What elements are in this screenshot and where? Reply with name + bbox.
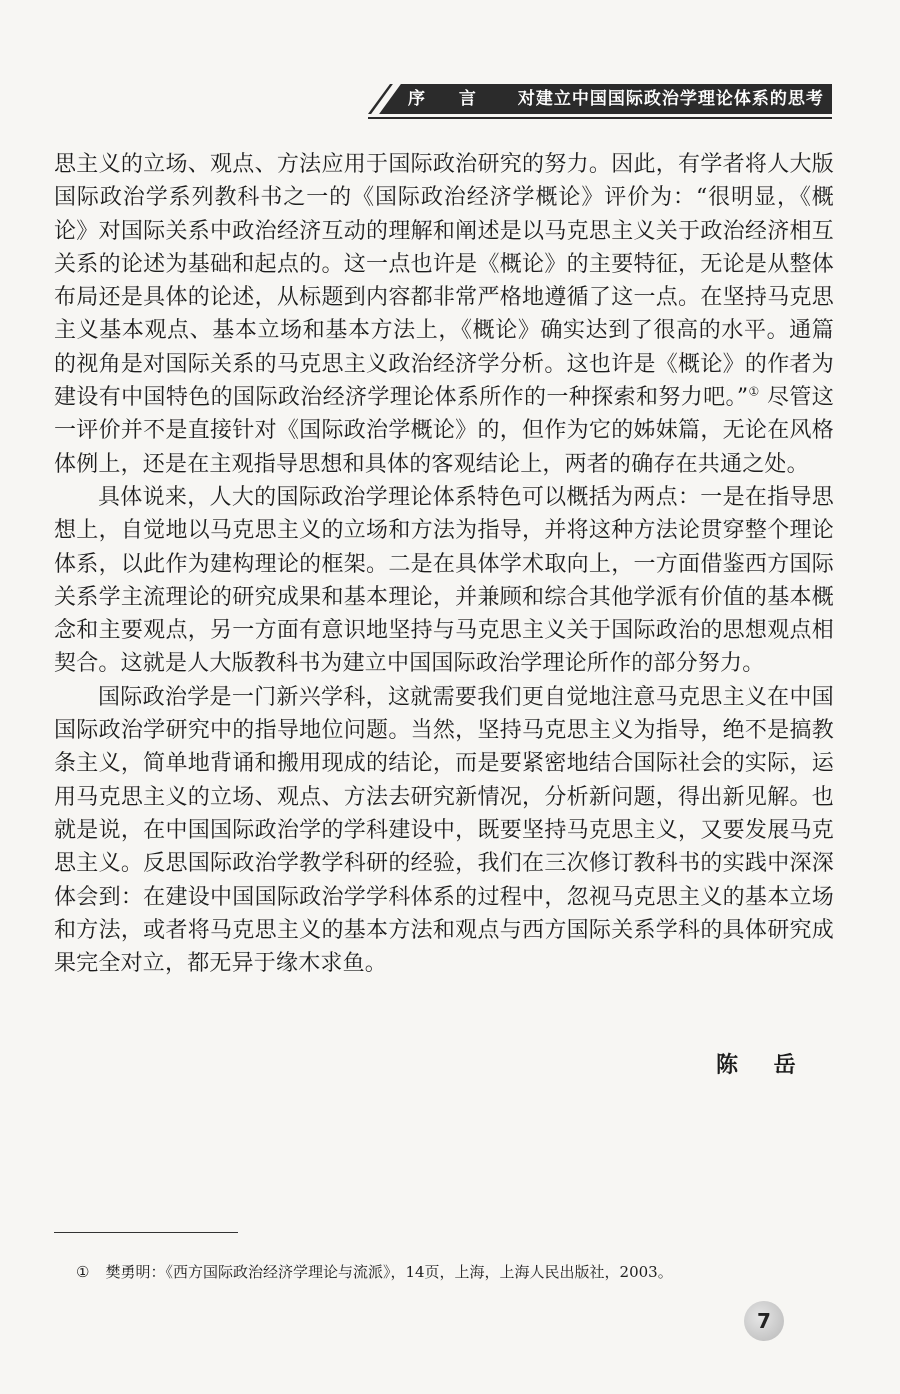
paragraph-1 <box>54 148 834 481</box>
paragraph-1-text: 思主义的立场、观点、方法应用于国际政治研究的努力。因此，有学者将人大版国际政治学系列教科书之一的《国际政治经济学概论》评价为：“很明显，《概论》对国际关系中政治经济互动的理解和阐述是以马克思主义关于政治经济相互关系的论述为基础和起点的。这一点也许是《概论》的主要特征，无论是从整体布局还是具体的论述，从标题到内容都非常严格地遵循了这一点。在坚持马克思主义基本观点、基本立场和基本方法上，《概论》确实达到了很高的水平。通篇的视角是对国际关系的马克思主义政治经济学分析。这也许是《概论》的作者为建设有中国特色的国际政治经济学理论体系所作的一种探索和努力吧。” <box>54 152 834 411</box>
header-title: 对建立中国国际政治学理论体系的思考 <box>517 89 824 109</box>
page-number: 7 <box>744 1301 784 1341</box>
paragraph-1-continuation: 尽管这一评价并不是直接针对《国际政治学概论》的，但作为它的姊妹篇，无论在风格体例上，还是在主观指导思想和具体的客观结论上，两者的确存在共通之处。 <box>54 385 834 477</box>
footnote <box>76 1262 673 1282</box>
author-signature: 陈 岳 <box>716 1053 810 1078</box>
paragraph-3: 国际政治学是一门新兴学科，这就需要我们更自觉地注意马克思主义在中国国际政治学研究中的指导地位问题。当然，坚持马克思主义为指导，绝不是搞教条主义，简单地背诵和搬用现成的结论，而是要紧密地结合国际社会的实际，运用马克思主义的立场、观点、方法去研究新情况，分析新问题，得出新见解。也就是说，在中国国际政治学的学科建设中，既要坚持马克思主义，又要发展马克思主义。反思国际政治学教学科研的经验，我们在三次修订教科书的实践中深深体会到：在建设中国国际政治学学科体系的过程中，忽视马克思主义的基本立场和方法，或者将马克思主义的基本方法和观点与西方国际关系学科的具体研究成果完全对立，都无异于缘木求鱼。 <box>54 684 834 977</box>
footnote-mark: ① <box>76 1263 90 1281</box>
running-header <box>408 84 824 114</box>
body-text <box>54 148 834 980</box>
footnote-rule <box>54 1232 238 1233</box>
header-label: 序 言 <box>408 89 490 109</box>
header-rule <box>368 117 832 119</box>
footnote-reference: ① <box>748 384 760 399</box>
paragraph-2: 具体说来，人大的国际政治学理论体系特色可以概括为两点：一是在指导思想上，自觉地以马克思主义的立场和方法为指导，并将这种方法论贯穿整个理论体系，以此作为建构理论的框架。二是在具体学术取向上，一方面借鉴西方国际关系学主流理论的研究成果和基本理论，并兼顾和综合其他学派有价值的基本概念和主要观点，另一方面有意识地坚持与马克思主义关于国际政治的思想观点相契合。这就是人大版教科书为建立中国国际政治学理论所作的部分努力。 <box>54 484 834 677</box>
footnote-text: 樊勇明：《西方国际政治经济学理论与流派》，14页，上海，上海人民出版社，2003。 <box>105 1263 673 1281</box>
